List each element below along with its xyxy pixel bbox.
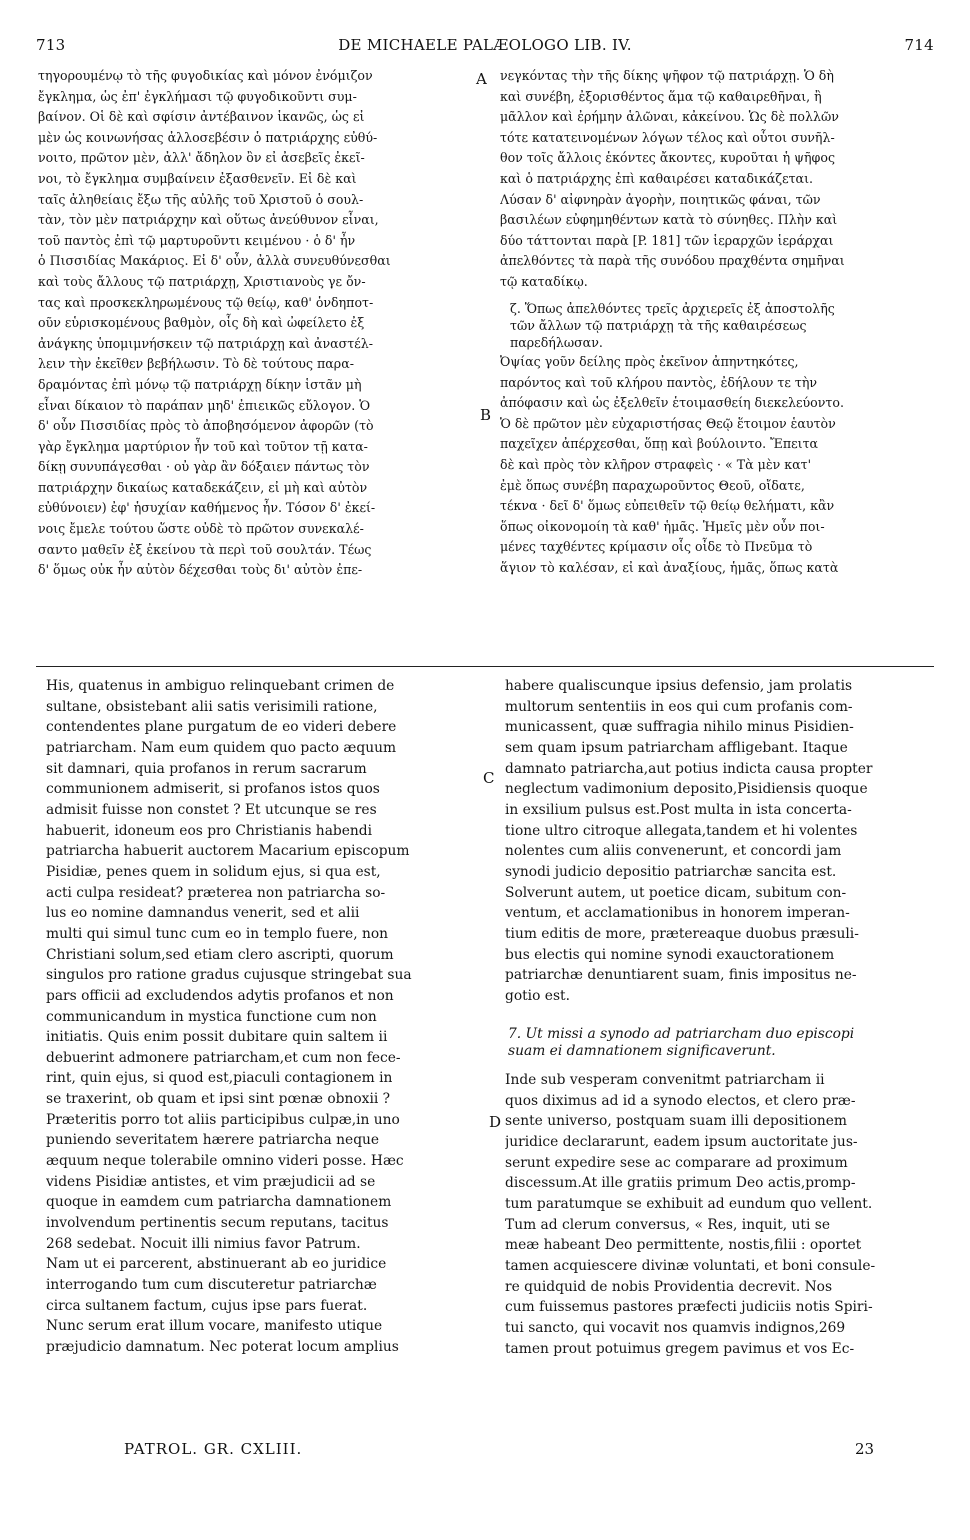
- latin-text-right-column-continued: [505, 1070, 939, 1359]
- latin-line: sem quam ipsum patriarcham affligebant. Itaque: [505, 739, 848, 756]
- greek-line: νοιτο, πρῶτον μὲν, ἀλλ' ἄδηλον ὂν εἰ ἀσεβεῖς ἐκεῖ-: [38, 150, 365, 166]
- latin-line: quoque in eamdem cum patriarcha damnationem: [46, 1194, 392, 1211]
- greek-line: τηγορουμένῳ τὸ τῆς φυγοδικίας καὶ μόνον ἐνόμιζον: [38, 68, 373, 83]
- latin-line: circa sultanem factum, cujus ipse pars fuerat.: [46, 1297, 368, 1314]
- latin-line: debuerint admonere patriarcham,et cum non fece-: [46, 1049, 401, 1066]
- latin-line: Tum ad clerum conversus, « Res, inquit, uti se: [505, 1216, 830, 1233]
- greek-line: οῦν εὑρισκομένους βαθμὸν, οἷς δὴ καὶ ὠφείλετο ἐξ: [38, 315, 365, 331]
- latin-line: tum paratumque se exhibuit ad eundum quo vellent.: [505, 1195, 873, 1212]
- latin-line: interrogando tum cum discuteretur patriarchæ: [46, 1277, 377, 1294]
- latin-line: communionem admiserit, si profanos istos quos: [46, 781, 380, 798]
- section-divider-rule: [36, 666, 934, 667]
- margin-letter-c: C: [483, 769, 495, 787]
- latin-line: quos diximus ad id a synodo electos, et clero præ-: [505, 1092, 856, 1109]
- latin-line: æquum neque tolerabile omnino videri posse. Hæc: [46, 1153, 404, 1170]
- latin-line: lus eo nomine damnandus venerit, sed et alii: [46, 905, 360, 922]
- greek-line: μὲν ὡς κοινωνήσας ἀλλοσεβέσιν ὁ πατριάρχης εὐθύ-: [38, 129, 378, 145]
- greek-chapter-heading: [510, 300, 940, 351]
- latin-line: Christiani solum,sed etiam clero ascripti, quorum: [46, 946, 394, 963]
- latin-line: ventum, et acclamationibus in honorem imperan-: [505, 905, 850, 922]
- greek-line: παχεῖχεν ἀπέρχεσθαι, ὅπῃ καὶ βούλοιντο. Ἔπειτα: [500, 436, 819, 452]
- latin-line: Inde sub vesperam convenitmt patriarcham ii: [505, 1072, 825, 1088]
- latin-line: tione ultro citroque allegata,tandem et hi volentes: [505, 822, 858, 839]
- greek-line: ὁ Πισσιδίας Μακάριος. Εἰ δ' οὖν, ἀλλὰ συνευθύνεσθαι: [38, 253, 391, 269]
- greek-line: ἀπελθόντες τὰ παρὰ τῆς συνόδου πραχθέντα σημῆναι: [500, 253, 845, 269]
- greek-line: δύο τάττονται παρὰ [P. 181] τῶν ἱεραρχῶν ἱεράρχαι: [500, 232, 834, 248]
- running-header: [36, 36, 934, 56]
- greek-line: ἀπόφασιν καὶ ὡς ἐξελθεῖν ἑτοιμασθείη διεκελεύοντο.: [500, 395, 844, 411]
- greek-line: γὰρ ἔγκλημα μαρτύριον ἦν τοῦ καὶ τοῦτον τῇ κατα-: [38, 438, 368, 454]
- greek-heading-line: παρεδήλωσαν.: [510, 335, 603, 350]
- latin-line: videns Pisidiæ antistes, et vim præjudicii ad se: [46, 1173, 376, 1190]
- latin-heading-line: 7. Ut missi a synodo ad patriarcham duo episcopi: [508, 1026, 855, 1042]
- latin-line: cum fuissemus pastores præfecti judiciis notis Spiri-: [505, 1299, 873, 1316]
- latin-line: tamen acquiescere divinæ voluntati, et boni consule-: [505, 1257, 876, 1274]
- greek-line: δραμόντας ἐπὶ μόνῳ τῷ πατριάρχῃ δίκην ἱστᾶν μὴ: [38, 376, 362, 392]
- latin-line: tui sancto, qui vocavit nos quamvis indignos,269: [505, 1319, 846, 1336]
- latin-line: rint, quin ejus, si quod est,piaculi contagionem in: [46, 1070, 393, 1087]
- latin-line: habere qualiscunque ipsius defensio, jam prolatis: [505, 678, 853, 694]
- greek-line: τὰν, τὸν μὲν πατριάρχην καὶ οὕτως ἀνεύθυνον εἶναι,: [38, 212, 379, 228]
- footer-signature: 23: [855, 1440, 875, 1458]
- greek-line: πατριάρχην δικαίως καταδεκάζειν, εἰ μὴ καὶ αὐτὸν: [38, 479, 368, 495]
- latin-line: discessum.At ille gratiis primum Deo actis,promp-: [505, 1175, 856, 1192]
- latin-line: singulos pro ratione gradus cujusque stringebat sua: [46, 967, 412, 984]
- greek-text-right-column: [500, 66, 938, 293]
- latin-line: serunt expedire sese ac comparare ad proximum: [505, 1154, 848, 1171]
- latin-line: Præteritis porro tot aliis participibus culpæ,in uno: [46, 1111, 400, 1128]
- latin-line: Nam ut ei parcerent, abstinuerant ab eo juridice: [46, 1256, 387, 1273]
- greek-line: τῷ καταδίκῳ.: [500, 273, 588, 289]
- latin-text-left-column: [46, 676, 480, 1358]
- latin-line: Nunc serum erat illum vocare, manifesto utique: [46, 1318, 383, 1335]
- greek-line: μένες ταχθέντες κρίμασιν οἷς οἶδε τὸ Πνεῦμα τὸ: [500, 539, 813, 555]
- latin-line: admisit fuisse non constet ? Et utcunque se res: [46, 801, 377, 818]
- greek-line: ἅγιον τὸ καλέσαν, εἰ καὶ ἀναξίους, ἡμᾶς, ὅπως κατὰ: [500, 559, 839, 575]
- greek-line: καὶ ὁ πατριάρχης ἐπὶ καθαιρέσει καταδικάζεται.: [500, 170, 814, 186]
- greek-line: εἶναι δίκαιον τὸ παράπαν μηδ' ἐπιεικῶς εὔλογον. Ὁ: [38, 397, 371, 413]
- margin-letter-a: A: [476, 70, 487, 88]
- latin-line: bus electis qui nomine synodi exauctorationem: [505, 946, 835, 963]
- greek-line: καὶ τοὺς ἄλλους τῷ πατριάρχῃ, Χριστιανοὺς γε ὄν-: [38, 273, 366, 289]
- greek-line: βαίνον. Οἱ δὲ καὶ σφίσιν ἀντέβαινον ἱκανῶς, ὡς εἰ: [38, 109, 365, 125]
- latin-text-right-column: [505, 676, 939, 1007]
- latin-line: communicandum in mystica functione cum non: [46, 1008, 377, 1025]
- greek-line: ὅπως οἰκονομοίη τὰ καθ' ἡμᾶς. Ἡμεῖς μὲν οὖν ποι-: [500, 518, 825, 534]
- greek-line: ἀνάγκης ὑπομιμνήσκειν τῷ πατριάρχῃ καὶ ἀναστέλ-: [38, 335, 374, 351]
- greek-text-right-column-continued: [500, 352, 938, 579]
- greek-line: Λύσαν δ' αἰφνηρὰν ἀγορὴν, ποιητικῶς φάναι, τῶν: [500, 191, 821, 207]
- latin-heading-line: suam ei damnationem significaverunt.: [508, 1043, 776, 1059]
- greek-line: ταῖς ἀληθείαις ἔξω τῆς αὐλῆς τοῦ Χριστοῦ ὁ σουλ-: [38, 191, 364, 207]
- latin-line: patriarcha habuerit auctorem Macarium episcopum: [46, 843, 410, 860]
- latin-line: habuerit, idoneum eos pro Christianis habendi: [46, 822, 373, 839]
- greek-heading-line: τῶν ἄλλων τῷ πατριάρχῃ τὰ τῆς καθαιρέσεως: [510, 318, 807, 333]
- latin-line: pars officii ad excludendos adytis profanos et non: [46, 987, 394, 1004]
- latin-line: tamen prout potuimus gregem pavimus et vos Ec-: [505, 1340, 855, 1357]
- latin-line: præjudicio damnatum. Nec poterat locum amplius: [46, 1339, 399, 1355]
- latin-line: initiatis. Quis enim possit dubitare quin saltem ii: [46, 1029, 388, 1046]
- greek-line: τοῦ παντὸς ἐπὶ τῷ μαρτυροῦντι κειμένου · ὁ δ' ἦν: [38, 232, 356, 248]
- latin-line: contendentes plane purgatum de eo videri debere: [46, 719, 397, 736]
- latin-line: puniendo severitatem hærere patriarcha neque: [46, 1132, 380, 1149]
- latin-line: Solverunt autem, ut poetice dicam, subitum con-: [505, 884, 847, 901]
- latin-line: damnato patriarcha,aut potius indicta causa propter: [505, 760, 873, 777]
- latin-line: in exsilium pulsus est.Post multa in ista concerta-: [505, 801, 852, 818]
- greek-heading-line: ζ. Ὅπως ἀπελθόντες τρεῖς ἀρχιερεῖς ἐξ ἀποστολῆς: [510, 301, 835, 316]
- page-number-right: 714: [904, 36, 934, 54]
- greek-line: δ' ὅμως οὐκ ἦν αὐτὸν δέχεσθαι τοὺς δι' αὐτὸν ἐπε-: [38, 562, 363, 578]
- latin-line: acti culpa resideat? præterea non patriarcha so-: [46, 884, 386, 901]
- latin-line: patriarchæ denuntiarent suam, finis impositus ne-: [505, 967, 857, 984]
- latin-chapter-heading: [508, 1026, 938, 1060]
- page-number-left: 713: [36, 36, 66, 54]
- latin-line: meæ habeant Deo permittente, nostis,filii : oportet: [505, 1237, 862, 1254]
- latin-line: 268 sedebat. Nocuit illi nimius favor Patrum.: [46, 1235, 361, 1252]
- footer-volume: PATROL. GR. CXLIII.: [124, 1440, 303, 1458]
- latin-line: synodi judicio depositio patriarchæ sancita est.: [505, 863, 837, 880]
- latin-line: sente universo, postquam suam illi depositionem: [505, 1113, 848, 1130]
- margin-letter-b: B: [480, 406, 492, 424]
- greek-line: παρόντος καὶ τοῦ κλήρου παντὸς, ἐδήλουν τε τὴν: [500, 374, 818, 390]
- latin-line: nolentes cum aliis convenerunt, et concordi jam: [505, 843, 842, 860]
- latin-line: patriarcham. Nam eum quidem quo pacto æquum: [46, 739, 397, 756]
- greek-line: ἔγκλημα, ὡς ἐπ' ἐγκλήμασι τῷ φυγοδικοῦντι συμ-: [38, 88, 357, 104]
- latin-line: Pisidiæ, penes quem in solidum ejus, si qua est,: [46, 863, 381, 880]
- greek-line: τότε κατατεινομένων λόγων τέλος καὶ οὗτοι συνῆλ-: [500, 129, 835, 145]
- margin-letter-d: D: [489, 1113, 502, 1131]
- greek-line: δὲ καὶ πρὸς τὸν κλῆρον στραφεὶς · « Τὰ μὲν κατ': [500, 456, 812, 472]
- latin-line: His, quatenus in ambiguo relinquebant crimen de: [46, 678, 395, 694]
- greek-line: μᾶλλον καὶ ἐρήμην ἁλῶναι, κἀκείνου. Ὡς δὲ πολλῶν: [500, 109, 839, 125]
- greek-line: Ὁ δὲ πρῶτον μὲν εὐχαριστήσας Θεῷ ἕτοιμον ἑαυτὸν: [500, 415, 836, 431]
- greek-line: βασιλέων εὐφημηθέντων κατὰ τὸ σύνηθες. Πλὴν καὶ: [500, 212, 838, 228]
- latin-line: re quidquid de nobis Providentia decrevit. Nos: [505, 1278, 833, 1295]
- latin-line: multorum sententiis in eos qui cum profanis com-: [505, 698, 853, 715]
- latin-line: involvendum pertinentis secum reputans, tacitus: [46, 1215, 389, 1232]
- latin-line: neglectum vadimonium deposito,Pisidiensis quoque: [505, 781, 868, 798]
- greek-line: θον τοῖς ἄλλοις ἑκόντες ἄκοντες, κυροῦται ἡ ψῆφος: [500, 150, 835, 166]
- greek-line: τέκνα · δεῖ δ' ὅμως εὐπειθεῖν τῷ θείῳ θελήματι, κἂν: [500, 498, 835, 514]
- latin-line: se traxerint, ob quam et ipsi sint pœnæ obnoxii ?: [46, 1091, 391, 1108]
- greek-line: τας καὶ προσκεκληρωμένους τῷ θείῳ, καθ' ὁνδηποτ-: [38, 294, 374, 310]
- greek-line: δίκῃ συνυπάγεσθαι · οὐ γὰρ ἂν δόξαιεν πάντως τὸν: [38, 459, 370, 475]
- greek-line: λειν τὴν ἐκεῖθεν βεβήλωσιν. Τὸ δὲ τούτους παρα-: [38, 356, 354, 372]
- greek-line: ἐμὲ ὅπως συνέβη παραχωροῦντος Θεοῦ, οἴδατε,: [500, 477, 805, 493]
- greek-line: καὶ συνέβη, ἐξορισθέντος ἅμα τῷ καθαιρεθῆναι, ἢ: [500, 88, 822, 104]
- greek-text-left-column: [38, 66, 484, 581]
- latin-line: juridice declararunt, eadem ipsum auctoritate jus-: [505, 1133, 858, 1150]
- greek-line: εὐθύνοιεν) ἐφ' ἡσυχίαν καθήμενος ἦν. Τόσον δ' ἐκεί-: [38, 500, 376, 516]
- latin-line: sultane, obsistebant alii satis verisimili ratione,: [46, 698, 378, 715]
- latin-line: gotio est.: [505, 987, 570, 1004]
- greek-line: νοι, τὸ ἔγκλημα συμβαίνειν ἐξασθενεῖν. Εἰ δὲ καὶ: [38, 170, 357, 186]
- latin-line: tium editis de more, prætereaque duobus præsuli-: [505, 925, 859, 942]
- greek-line: νοις ἔμελε τούτου ὥστε οὐδὲ τὸ πρῶτον συνεκαλέ-: [38, 521, 364, 537]
- greek-line: νεγκόντας τὴν τῆς δίκης ψῆφον τῷ πατριάρχῃ. Ὁ δὴ: [500, 68, 834, 83]
- latin-line: sit damnari, quia profanos in rerum sacrarum: [46, 760, 367, 777]
- running-title: DE MICHAELE PALÆOLOGO LIB. IV.: [338, 36, 632, 54]
- greek-line: Ὀψίας γοῦν δείλης πρὸς ἐκεῖνον ἀπηντηκότες,: [500, 354, 799, 369]
- latin-line: municassent, quæ suffragia nihilo minus Pisidien-: [505, 719, 854, 736]
- greek-line: δ' οὖν Πισσιδίας πρὸς τὸ ἀποβησόμενον ἀφορῶν (τὸ: [38, 418, 374, 434]
- greek-line: σαντο μαθεῖν ἐξ ἐκείνου τὰ περὶ τοῦ σουλτάν. Τέως: [38, 541, 372, 557]
- latin-line: multi qui simul tunc cum eo in templo fuere, non: [46, 925, 389, 942]
